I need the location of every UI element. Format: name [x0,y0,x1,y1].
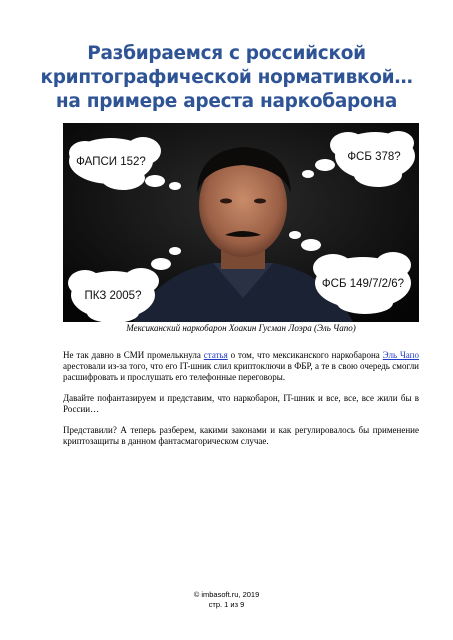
bubble-fsb378-text: ФСБ 378? [347,151,401,163]
title-line-2: криптографической нормативкой… [40,67,413,88]
footer-page-number: стр. 1 из 9 [208,600,245,609]
photo-drawing [63,123,419,322]
article-body [63,350,419,457]
bubble-fapsi-text: ФАПСИ 152? [76,156,146,168]
title-line-1: Разбираемся с российской [87,43,366,64]
photo-caption: Мексиканский наркобарон Хоакин Гусман Лоэра (Эль Чапо) [126,323,356,333]
paragraph-3: Представили? А теперь разберем, какими законами и как регулировалось бы применение криптозащиты в данном фантасмагорическом случае. [63,425,419,446]
bubble-pkz-text: ПКЗ 2005? [84,290,142,302]
article-link[interactable]: статья [203,350,228,360]
document-title [30,42,423,114]
page-footer [0,590,453,610]
photo-illustration [63,123,419,322]
bubble-fsb149-text: ФСБ 149/7/2/6? [321,278,405,290]
paragraph-2: Давайте пофантазируем и представим, что наркобарон, IT-шник и все, все, все жили бы в России… [63,393,419,414]
el-chapo-link[interactable]: Эль Чапо [382,350,419,360]
footer-copyright: © imbasoft.ru, 2019 [193,590,260,599]
title-line-3: на примере ареста наркобарона [55,91,398,112]
paragraph-1: Не так давно в СМИ промелькнула статья о том, что мексиканского наркобарона Эль Чапо арестовали из-за того, что его IT-шник слил криптоключи в ФБР, а те в свою очередь смогли расшифровать и прослушать его телефонные переговоры. [63,350,419,382]
